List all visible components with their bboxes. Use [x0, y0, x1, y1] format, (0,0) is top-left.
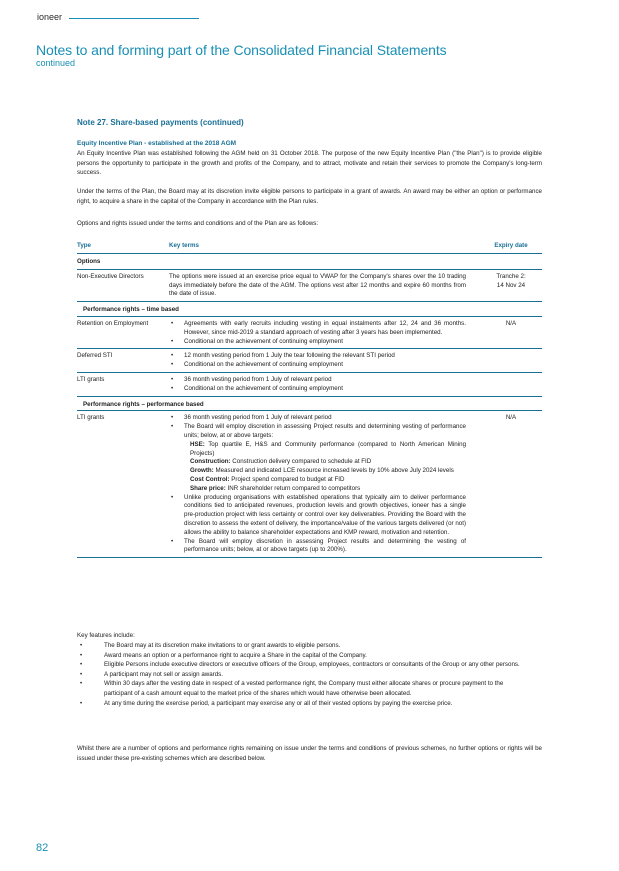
list-item: • Award means an option or a performance right to acquire a Share in the capital of the Company. [77, 651, 532, 661]
row-terms [169, 349, 480, 373]
table-header-row [77, 242, 542, 254]
row-expiry [480, 269, 542, 301]
list-item: • Conditional on the achievement of continuing employment [169, 385, 466, 394]
list-item: • 36 month vesting period from 1 July of relevant period [169, 414, 466, 423]
column-header-key-terms: Key terms [169, 242, 480, 254]
list-item: • The Board may at its discretion make invitations to or grant awards to eligible persons. [77, 641, 532, 651]
row-type: Retention on Employment [77, 316, 169, 348]
criteria-text: Construction delivery compared to schedule at FID [232, 458, 372, 466]
table-row [77, 269, 542, 301]
header-rule [69, 18, 199, 19]
list-item: • The Board will employ discretion in assessing Project results and determining the vesting of performance units; below, at or above targets (up to 200%). [169, 538, 466, 556]
list-item: • Conditional on the achievement of continuing employment [169, 338, 466, 347]
plan-terms-paragraph: Under the terms of the Plan, the Board may at its discretion invite eligible persons to participate in a grant of awards. An award may be either an option or performance right, to acquire a share in the capital of the Company in accordance with the Plan rules. [77, 188, 542, 205]
table-row [77, 372, 542, 396]
criteria-text: Project spend compared to budget at FID [231, 475, 345, 483]
performance-based-label: Performance rights – performance based [77, 396, 542, 411]
list-item: • A participant may not sell or assign awards. [77, 670, 532, 680]
brand-name: ioneer [37, 12, 63, 22]
key-features-heading: Key features include: [77, 632, 135, 639]
performance-based-section-row [77, 396, 542, 411]
column-header-expiry: Expiry date [480, 242, 542, 254]
criteria-item [184, 476, 466, 485]
table-row [77, 349, 542, 373]
list-item: • Agreements with early recruits including vesting in equal instalments after 12, 24 and 36 months. However, since mid-2019 a standard approach of vesting after 3 years has been implemented. [169, 320, 466, 338]
options-label: Options [77, 254, 542, 270]
time-based-section-row [77, 302, 542, 317]
row-terms [169, 372, 480, 396]
row-expiry: N/A [480, 316, 542, 348]
list-item: • Eligible Persons include executive directors or executive officers of the Group, employees, contractors or consultants of the Group or any other persons. [77, 660, 532, 670]
list-item: • Within 30 days after the vesting date in respect of a vested performance right, the Company must either allocate shares or procure payment to the participant of a cash amount equal to the market price of the shares which would have otherwise been allocated. [77, 679, 532, 698]
list-item: • At any time during the exercise period, a participant may exercise any or all of their vested options by paying the exercise price. [77, 699, 532, 709]
criteria-label: Cost Control: [190, 475, 230, 483]
page-number: 82 [36, 842, 49, 854]
criteria-text: INR shareholder return compared to competitors [227, 484, 361, 492]
row-type: LTI grants [77, 372, 169, 396]
section-heading: Equity Incentive Plan - established at the 2018 AGM [77, 140, 237, 147]
expiry-tranche: Tranche 2: [496, 272, 526, 280]
list-item: • 36 month vesting period from 1 July of relevant period [169, 376, 466, 385]
criteria-text: Top quartile E, H&S and Community performance (compared to North American Mining Projects) [190, 440, 467, 457]
criteria-label: Construction: [190, 458, 231, 466]
intro-paragraph: An Equity Incentive Plan was established following the AGM held on 31 October 2018. The purpose of the new Equity Incentive Plan ("the Plan") is to provide eligible persons the opportunity to participate in the growth and profits of the Company, and to attract, motivate and retain their services to promote the Company's long-term success. [77, 150, 542, 177]
rights-table [77, 242, 542, 558]
row-type: Deferred STI [77, 349, 169, 373]
criteria-item [184, 467, 466, 476]
note-title: Note 27. Share-based payments (continued) [77, 118, 244, 127]
criteria-item [184, 485, 466, 494]
list-item: • Unlike producing organisations with established operations that typically aim to deliver performance conditions tied to anticipated revenues, production levels and growth objectives, ioneer has a single pre-production project with less certainty or control over key deliverables. Providing the Board with the discretion to assess the extent of delivery, the importance/value of the various targets delivered (or not) allows the ability to balance shareholder expectations and KMP reward, motivation and retention. [169, 494, 466, 538]
row-terms [169, 411, 480, 558]
row-type: LTI grants [77, 411, 169, 558]
expiry-date: 14 Nov 24 [496, 281, 526, 289]
list-item [169, 423, 466, 493]
column-header-type: Type [77, 242, 169, 254]
table-intro-paragraph: Options and rights issued under the terms and conditions and of the Plan are as follows: [77, 220, 319, 227]
table-row [77, 411, 542, 558]
list-item: • Conditional on the achievement of continuing employment [169, 361, 466, 370]
row-terms: The options were issued at an exercise price equal to VWAP for the Company's shares over the 10 trading days immediately before the date of the AGM. The options vest after 12 months and expire 60 months from the date of issue. [169, 269, 480, 301]
list-item: • 12 month vesting period from 1 July the tear following the relevant STI period [169, 352, 466, 361]
table-row [77, 316, 542, 348]
time-based-label: Performance rights – time based [77, 302, 542, 317]
criteria-label: Growth: [190, 467, 214, 475]
page-title: Notes to and forming part of the Consolidated Financial Statements [36, 42, 447, 58]
options-section-row [77, 254, 542, 270]
criteria-label: Share price: [190, 484, 226, 492]
row-terms [169, 316, 480, 348]
row-expiry: N/A [480, 411, 542, 558]
row-type: Non-Executive Directors [77, 269, 169, 301]
criteria-item [184, 441, 466, 459]
criteria-text: Measured and indicated LCE resource increased levels by 10% above July 2024 levels [215, 467, 454, 475]
closing-paragraph: Whilst there are a number of options and performance rights remaining on issue under the terms and conditions of previous schemes, no further options or rights will be issued under these pre-existing schemes which are described below. [77, 745, 542, 762]
list-item-text: The Board will employ discretion in assessing Project results and determining vesting of performance units; below, at or above targets: [184, 423, 466, 439]
page-subtitle: continued [36, 58, 76, 68]
key-features-list [77, 641, 532, 708]
criteria-label: HSE: [190, 440, 205, 448]
criteria-item [184, 458, 466, 467]
